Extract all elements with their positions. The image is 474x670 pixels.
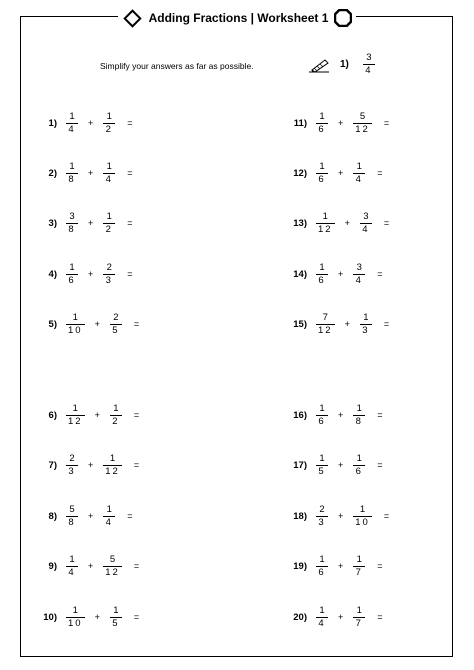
fraction [103, 262, 115, 287]
numerator: 1 [69, 553, 75, 565]
denominator: 5 [112, 324, 120, 336]
fraction [66, 161, 78, 186]
fraction [353, 111, 372, 136]
problem-number: 2) [48, 167, 57, 179]
fraction [353, 161, 365, 186]
problem-number: 10) [43, 611, 57, 623]
equals-sign: = [377, 269, 383, 279]
fraction [316, 211, 335, 236]
numerator: 1 [106, 110, 112, 122]
fraction [353, 403, 365, 428]
fraction [353, 554, 365, 579]
denominator: 6 [355, 465, 363, 477]
fraction [103, 161, 115, 186]
denominator: 3 [105, 274, 113, 286]
denominator: 4 [68, 123, 76, 135]
equals-sign: = [133, 410, 140, 420]
numerator: 1 [106, 210, 112, 222]
fraction [103, 504, 115, 529]
problem-item [33, 501, 133, 531]
equals-sign: = [377, 460, 383, 470]
denominator: 4 [318, 617, 326, 629]
numerator: 2 [113, 311, 119, 323]
fraction [316, 111, 328, 136]
problem-item [33, 450, 139, 480]
equals-sign: = [127, 269, 133, 279]
problem-item [33, 309, 139, 339]
fraction [353, 453, 365, 478]
fraction [66, 605, 85, 630]
denominator: 7 [355, 617, 363, 629]
equals-sign: = [127, 118, 133, 128]
example-fraction [363, 52, 375, 77]
example-label: 1) [340, 59, 349, 70]
denominator: 4 [365, 65, 373, 76]
numerator: 2 [319, 503, 325, 515]
denominator: 2 [105, 123, 113, 135]
fraction [316, 504, 328, 529]
denominator: 4 [68, 566, 76, 578]
problem-number: 20) [293, 611, 307, 623]
fraction [66, 453, 78, 478]
equals-sign: = [383, 511, 390, 521]
denominator: 4 [105, 516, 113, 528]
problem-number: 5) [48, 318, 57, 330]
numerator: 7 [322, 311, 328, 323]
equals-sign: = [383, 118, 390, 128]
plus-sign: + [344, 319, 350, 329]
problem-number: 9) [48, 560, 57, 572]
problem-item [33, 158, 133, 188]
plus-sign: + [88, 218, 94, 228]
numerator: 5 [69, 503, 75, 515]
fraction [103, 211, 115, 236]
denominator: 3 [68, 465, 76, 477]
numerator: 1 [319, 452, 325, 464]
numerator: 3 [356, 261, 362, 273]
fraction [110, 403, 122, 428]
fraction [316, 262, 328, 287]
numerator: 1 [359, 503, 366, 515]
denominator: 12 [105, 465, 120, 477]
problem-number: 3) [48, 217, 57, 229]
denominator: 12 [68, 415, 83, 427]
fraction [353, 504, 372, 529]
numerator: 1 [69, 110, 75, 122]
plus-sign: + [88, 168, 94, 178]
denominator: 8 [68, 223, 76, 235]
fraction [103, 453, 122, 478]
fraction [316, 161, 328, 186]
diamond-icon [123, 9, 141, 27]
equals-sign: = [133, 561, 140, 571]
numerator: 3 [366, 52, 372, 63]
plus-sign: + [94, 410, 100, 420]
numerator: 5 [109, 553, 116, 565]
denominator: 4 [105, 173, 113, 185]
denominator: 8 [68, 516, 76, 528]
numerator: 1 [319, 261, 325, 273]
denominator: 6 [68, 274, 76, 286]
fraction [66, 554, 78, 579]
denominator: 4 [362, 223, 370, 235]
fraction [66, 312, 85, 337]
numerator: 1 [109, 452, 116, 464]
equals-sign: = [133, 612, 140, 622]
equals-sign: = [383, 319, 390, 329]
numerator: 2 [69, 452, 75, 464]
problem-item [283, 309, 389, 339]
problem-item [33, 108, 133, 138]
fraction [66, 211, 78, 236]
problem-number: 19) [293, 560, 307, 572]
denominator: 4 [355, 274, 363, 286]
problem-number: 13) [293, 217, 307, 229]
problem-item [283, 501, 389, 531]
problem-item [33, 551, 139, 581]
plus-sign: + [338, 118, 344, 128]
denominator: 8 [355, 415, 363, 427]
fraction [360, 211, 372, 236]
fraction [316, 605, 328, 630]
numerator: 1 [319, 604, 325, 616]
numerator: 1 [113, 402, 119, 414]
denominator: 12 [355, 123, 370, 135]
problem-number: 7) [48, 459, 57, 471]
plus-sign: + [94, 319, 100, 329]
numerator: 1 [72, 402, 78, 414]
plus-sign: + [338, 612, 344, 622]
fraction [316, 403, 328, 428]
equals-sign: = [377, 410, 383, 420]
plus-sign: + [88, 460, 94, 470]
example-answer [308, 52, 375, 77]
fraction [66, 403, 85, 428]
fraction [353, 262, 365, 287]
numerator: 1 [356, 452, 362, 464]
denominator: 4 [355, 173, 363, 185]
denominator: 6 [318, 173, 326, 185]
numerator: 1 [356, 553, 362, 565]
problem-item [283, 400, 383, 430]
plus-sign: + [88, 511, 94, 521]
plus-sign: + [94, 612, 100, 622]
problem-item [283, 108, 389, 138]
numerator: 1 [72, 311, 78, 323]
denominator: 12 [105, 566, 120, 578]
problem-item [33, 602, 139, 632]
equals-sign: = [127, 218, 133, 228]
denominator: 10 [68, 617, 83, 629]
fraction [316, 312, 335, 337]
equals-sign: = [127, 511, 133, 521]
equals-sign: = [377, 612, 383, 622]
problem-number: 8) [48, 510, 57, 522]
numerator: 1 [69, 261, 75, 273]
worksheet-title: Adding Fractions | Worksheet 1 [148, 11, 329, 25]
numerator: 1 [319, 402, 325, 414]
problem-number: 11) [293, 117, 307, 129]
problem-number: 1) [48, 117, 57, 129]
plus-sign: + [338, 168, 344, 178]
fraction [66, 111, 78, 136]
denominator: 6 [318, 274, 326, 286]
denominator: 6 [318, 566, 326, 578]
fraction [66, 262, 78, 287]
problem-number: 14) [293, 268, 307, 280]
denominator: 3 [362, 324, 370, 336]
numerator: 1 [356, 160, 362, 172]
numerator: 1 [363, 311, 369, 323]
problem-number: 16) [293, 409, 307, 421]
plus-sign: + [338, 460, 344, 470]
denominator: 8 [68, 173, 76, 185]
fraction [316, 554, 328, 579]
plus-sign: + [88, 118, 94, 128]
denominator: 7 [355, 566, 363, 578]
plus-sign: + [338, 269, 344, 279]
numerator: 1 [319, 553, 325, 565]
problem-item [283, 551, 383, 581]
numerator: 3 [69, 210, 75, 222]
equals-sign: = [127, 168, 133, 178]
denominator: 10 [355, 516, 370, 528]
denominator: 5 [318, 465, 326, 477]
equals-sign: = [377, 561, 383, 571]
denominator: 12 [318, 324, 333, 336]
equals-sign: = [133, 319, 140, 329]
denominator: 5 [112, 617, 120, 629]
plus-sign: + [338, 410, 344, 420]
plus-sign: + [344, 218, 350, 228]
problem-number: 12) [293, 167, 307, 179]
problem-item [283, 208, 389, 238]
fraction [360, 312, 372, 337]
numerator: 1 [69, 160, 75, 172]
numerator: 1 [319, 110, 325, 122]
numerator: 1 [113, 604, 119, 616]
numerator: 1 [319, 160, 325, 172]
plus-sign: + [88, 561, 94, 571]
denominator: 10 [68, 324, 83, 336]
problem-number: 18) [293, 510, 307, 522]
denominator: 6 [318, 123, 326, 135]
numerator: 1 [356, 402, 362, 414]
numerator: 1 [322, 210, 328, 222]
problem-number: 4) [48, 268, 57, 280]
instructions: Simplify your answers as far as possible. [100, 61, 254, 71]
problem-item [283, 158, 383, 188]
problem-number: 6) [48, 409, 57, 421]
equals-sign: = [377, 168, 383, 178]
problem-item [33, 208, 133, 238]
equals-sign: = [133, 460, 140, 470]
fraction [353, 605, 365, 630]
equals-sign: = [383, 218, 390, 228]
fraction [110, 605, 122, 630]
numerator: 1 [106, 503, 112, 515]
problem-number: 15) [293, 318, 307, 330]
numerator: 3 [363, 210, 369, 222]
fraction [103, 111, 115, 136]
octagon-icon [334, 9, 352, 27]
numerator: 2 [106, 261, 112, 273]
numerator: 5 [359, 110, 366, 122]
problem-item [33, 259, 133, 289]
plus-sign: + [338, 511, 344, 521]
denominator: 3 [318, 516, 326, 528]
problem-item [33, 400, 139, 430]
title-box [118, 9, 357, 27]
pencil-icon [308, 57, 330, 73]
numerator: 1 [356, 604, 362, 616]
numerator: 1 [106, 160, 112, 172]
fraction [110, 312, 122, 337]
problem-item [283, 259, 383, 289]
problem-item [283, 602, 383, 632]
plus-sign: + [88, 269, 94, 279]
plus-sign: + [338, 561, 344, 571]
problem-number: 17) [293, 459, 307, 471]
problem-item [283, 450, 383, 480]
fraction [66, 504, 78, 529]
numerator: 1 [72, 604, 78, 616]
denominator: 2 [112, 415, 120, 427]
denominator: 2 [105, 223, 113, 235]
fraction [103, 554, 122, 579]
fraction [316, 453, 328, 478]
denominator: 6 [318, 415, 326, 427]
title-bar [0, 6, 474, 30]
denominator: 12 [318, 223, 333, 235]
